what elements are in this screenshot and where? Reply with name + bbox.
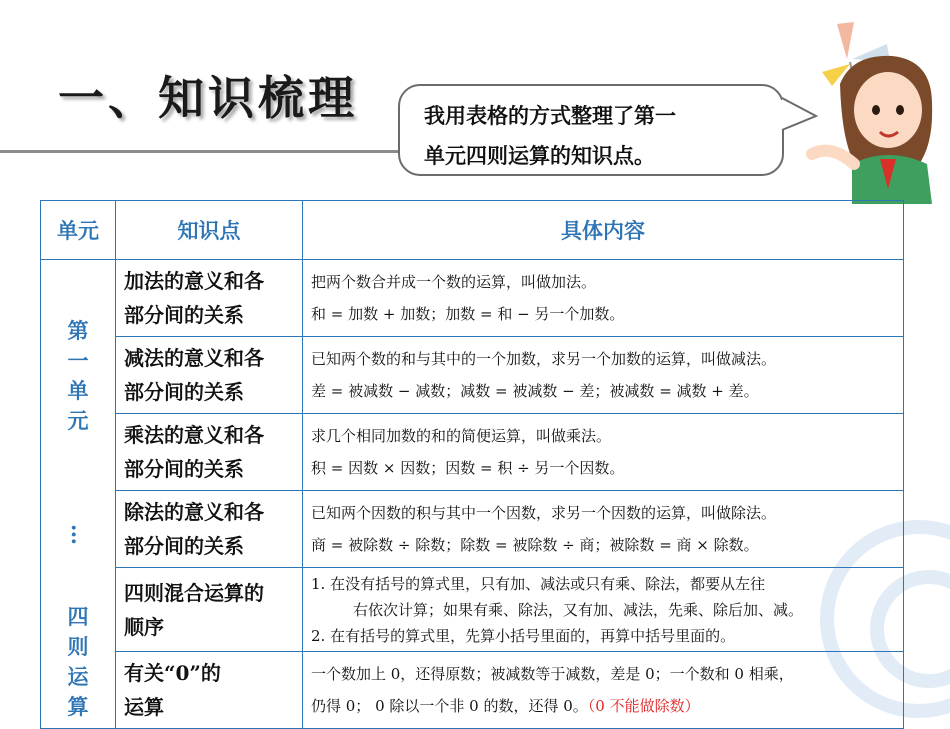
content-line: 和 = 加数 + 加数；加数 = 和 − 另一个加数。 — [311, 305, 625, 323]
table-row — [41, 568, 904, 652]
content-line: 右依次计算；如果有乘、除法，又有加、减法，先乘、除后加、减。 — [353, 600, 804, 619]
content-text: 仍得 0； 0 除以一个非 0 的数，还得 0。 — [311, 697, 588, 715]
knowledge-point — [116, 260, 303, 337]
content-line: 1. 在没有括号的算式里，只有加、减法或只有乘、除法，都要从左往 — [311, 574, 766, 593]
table-row — [41, 414, 904, 491]
content-line: 商 = 被除数 ÷ 除数；除数 = 被除数 ÷ 商；被除数 = 商 × 除数。 — [311, 536, 759, 554]
content-cell — [303, 491, 904, 568]
content-line: 积 = 因数 × 因数；因数 = 积 ÷ 另一个因数。 — [311, 459, 625, 477]
kp-line: 加法的意义和各 — [124, 269, 264, 293]
content-cell — [303, 260, 904, 337]
content-line: 把两个数合并成一个数的运算，叫做加法。 — [311, 273, 597, 291]
speech-bubble-text — [424, 96, 774, 176]
kp-line: 部分间的关系 — [124, 457, 244, 481]
kp-line: 除法的意义和各 — [124, 500, 264, 524]
unit-cell — [41, 260, 116, 729]
content-line: 已知两个因数的积与其中一个因数，求另一个因数的运算，叫做除法。 — [311, 504, 777, 522]
content-line: 求几个相同加数的和的简便运算，叫做乘法。 — [311, 427, 612, 445]
kp-line: 四则混合运算的 — [124, 580, 264, 605]
kp-line: 运算 — [124, 695, 164, 719]
content-line: 2. 在有括号的算式里，先算小括号里面的，再算中括号里面的。 — [311, 626, 736, 645]
title-underline — [0, 150, 432, 153]
unit-char: 一 — [67, 348, 89, 373]
table-row — [41, 652, 904, 729]
unit-char: 算 — [67, 694, 89, 719]
bubble-line: 单元四则运算的知识点。 — [424, 144, 655, 168]
kp-line: 顺序 — [124, 614, 164, 639]
header-content: 具体内容 — [303, 201, 904, 260]
unit-char: 则 — [67, 634, 89, 659]
header-unit: 单元 — [41, 201, 116, 260]
content-cell — [303, 337, 904, 414]
kp-line: 乘法的意义和各 — [124, 423, 264, 447]
knowledge-point — [116, 491, 303, 568]
table-header-row — [41, 201, 904, 260]
kp-line: 部分间的关系 — [124, 534, 244, 558]
content-cell — [303, 414, 904, 491]
red-note: （0 不能做除数） — [587, 697, 700, 715]
content-line — [311, 690, 895, 722]
header-knowledge-point: 知识点 — [116, 201, 303, 260]
unit-char: 运 — [67, 664, 89, 689]
content-line: 一个数加上 0，还得原数；被减数等于减数，差是 0；一个数和 0 相乘， — [311, 665, 794, 683]
knowledge-point — [116, 652, 303, 729]
girl-illustration — [792, 14, 942, 204]
unit-char: 单 — [67, 378, 89, 403]
unit-ellipsis: … — [67, 524, 92, 545]
unit-char: 元 — [67, 408, 89, 433]
knowledge-point — [116, 568, 303, 652]
unit-char: 四 — [67, 604, 89, 629]
content-cell — [303, 652, 904, 729]
kp-line: 部分间的关系 — [124, 380, 244, 404]
content-line: 已知两个数的和与其中的一个加数，求另一个加数的运算，叫做减法。 — [311, 350, 777, 368]
table-row — [41, 337, 904, 414]
unit-label-part2 — [41, 602, 115, 722]
knowledge-point — [116, 414, 303, 491]
table-row — [41, 260, 904, 337]
page-title: 一、知识梳理 — [58, 71, 358, 125]
unit-label-part1 — [41, 316, 115, 436]
unit-char: 第 — [67, 318, 89, 343]
kp-line: 减法的意义和各 — [124, 346, 264, 370]
table-row — [41, 491, 904, 568]
content-line: 差 = 被减数 − 减数；减数 = 被减数 − 差；被减数 = 减数 + 差。 — [311, 382, 759, 400]
knowledge-point — [116, 337, 303, 414]
kp-line: 部分间的关系 — [124, 303, 244, 327]
content-cell — [303, 568, 904, 652]
knowledge-table — [40, 200, 904, 729]
bubble-line: 我用表格的方式整理了第一 — [424, 104, 676, 128]
kp-line: 有关“0”的 — [124, 661, 221, 685]
